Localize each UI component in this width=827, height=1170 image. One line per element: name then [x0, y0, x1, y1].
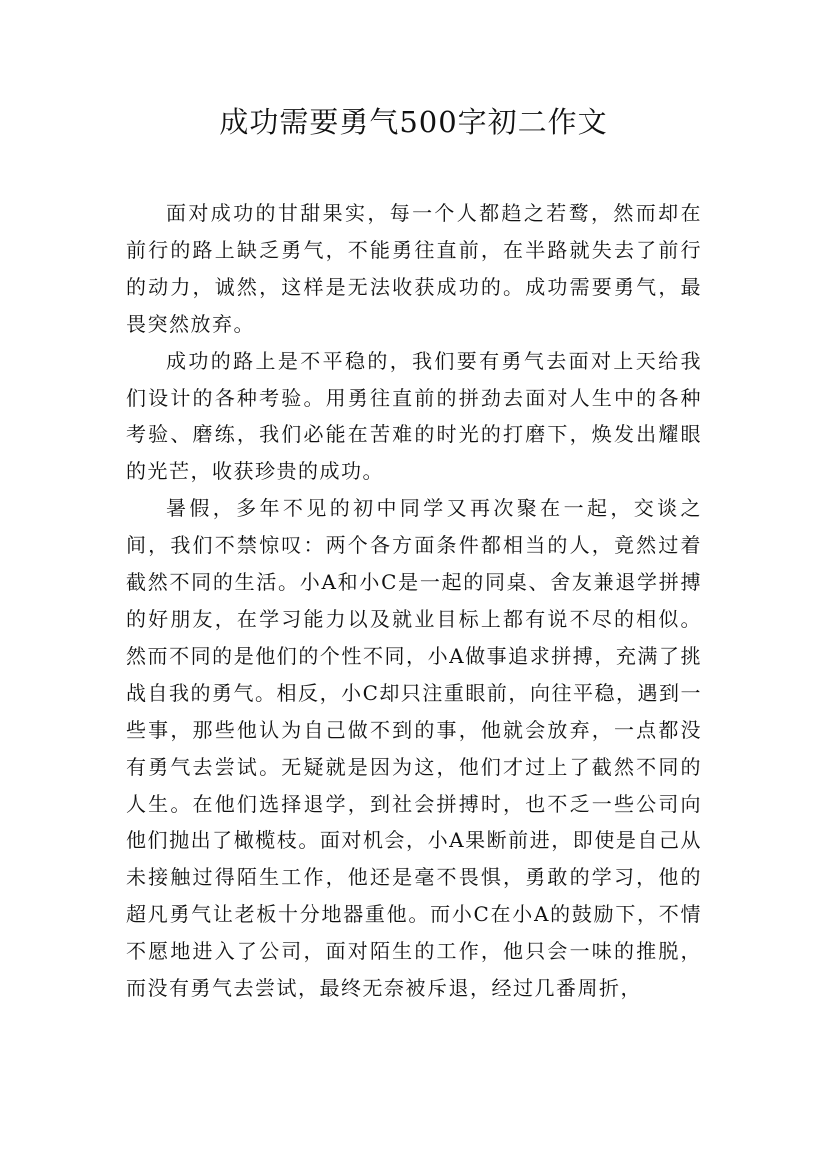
document-body: [126, 195, 702, 1007]
paragraph: 暑假，多年不见的初中同学又再次聚在一起，交谈之间，我们不禁惊叹：两个各方面条件都相当的人，竟然过着截然不同的生活。小A和小C是一起的同桌、舍友兼退学拼搏的好朋友，在学习能力以及就业目标上都有说不尽的相似。然而不同的是他们的个性不同，小A做事追求拼搏，充满了挑战自我的勇气。相反，小C却只注重眼前，向往平稳，遇到一些事，那些他认为自己做不到的事，他就会放弃，一点都没有勇气去尝试。无疑就是因为这，他们才过上了截然不同的人生。在他们选择退学，到社会拼搏时，也不乏一些公司向他们抛出了橄榄枝。面对机会，小A果断前进，即使是自己从未接触过得陌生工作，他还是毫不畏惧，勇敢的学习，他的超凡勇气让老板十分地器重他。而小C在小A的鼓励下，不情不愿地进入了公司，面对陌生的工作，他只会一味的推脱，而没有勇气去尝试，最终无奈被斥退，经过几番周折，: [126, 496, 702, 1001]
paragraph: 面对成功的甘甜果实，每一个人都趋之若鹜，然而却在前行的路上缺乏勇气，不能勇往直前，在半路就失去了前行的动力，诚然，这样是无法收获成功的。成功需要勇气，最畏突然放弃。: [126, 201, 702, 336]
paragraph: 成功的路上是不平稳的，我们要有勇气去面对上天给我们设计的各种考验。用勇往直前的拼劲去面对人生中的各种考验、磨练，我们必能在苦难的时光的打磨下，焕发出耀眼的光芒，收获珍贵的成功。: [126, 348, 702, 484]
document-title: 成功需要勇气500字初二作文: [219, 105, 608, 139]
